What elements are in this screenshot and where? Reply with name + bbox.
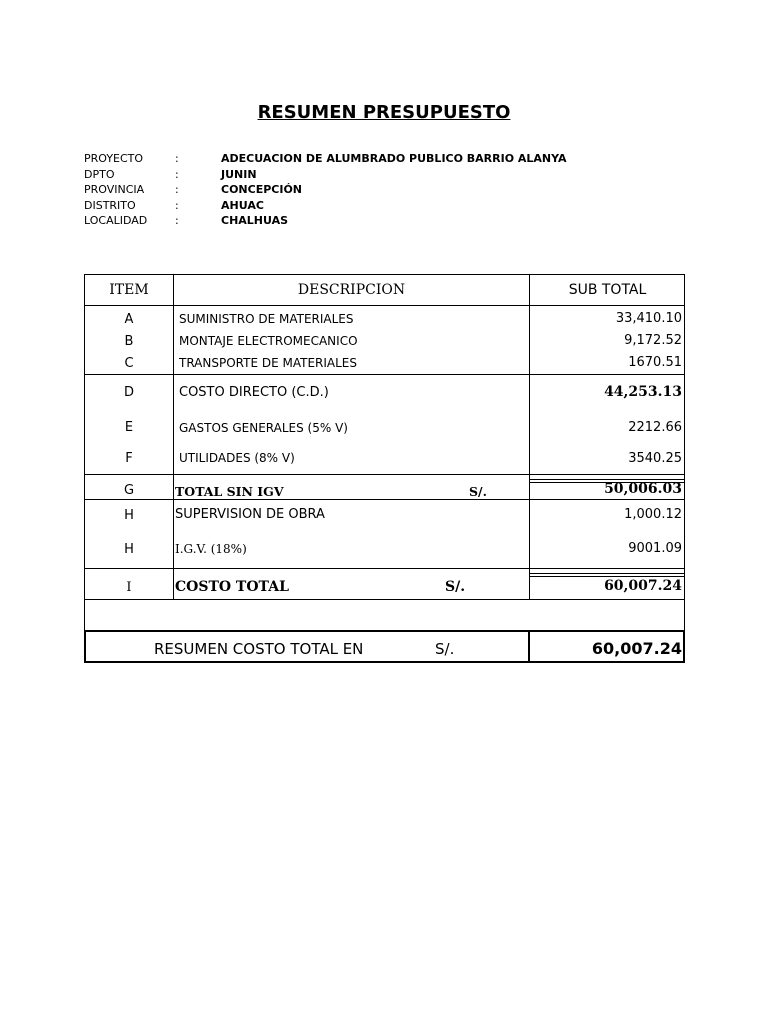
row-separator — [84, 305, 685, 306]
value-e: 2212.66 — [628, 420, 682, 435]
summary-divider — [528, 630, 530, 663]
desc-d: COSTO DIRECTO (C.D.) — [179, 385, 329, 400]
row-separator — [84, 374, 685, 375]
item-i: I — [126, 580, 132, 595]
item-f: F — [125, 451, 133, 466]
budget-table — [84, 274, 685, 664]
info-colon: : — [175, 152, 179, 165]
currency-g: S/. — [469, 484, 487, 499]
value-d: 44,253.13 — [604, 384, 682, 400]
double-underline — [529, 479, 685, 480]
column-divider-subtotal — [529, 274, 530, 599]
desc-g: TOTAL SIN IGV — [175, 484, 284, 499]
item-h-supervision: H — [124, 508, 134, 523]
value-c: 1670.51 — [628, 355, 682, 370]
summary-border-left — [84, 630, 86, 663]
row-separator — [84, 474, 685, 475]
desc-b: MONTAJE ELECTROMECANICO — [179, 334, 358, 348]
desc-e: GASTOS GENERALES (5% V) — [179, 421, 348, 435]
value-a: 33,410.10 — [615, 311, 682, 326]
info-label: PROYECTO — [84, 152, 144, 165]
info-label: PROVINCIA — [84, 183, 145, 196]
row-separator — [84, 599, 685, 600]
info-colon: : — [175, 167, 179, 181]
row-separator — [84, 499, 685, 500]
header-item: ITEM — [109, 282, 149, 298]
row-separator — [84, 568, 685, 569]
item-h-igv: H — [124, 542, 134, 557]
double-underline — [529, 573, 685, 574]
summary-value: 60,007.24 — [591, 639, 682, 658]
summary-currency: S/. — [435, 640, 455, 658]
summary-border-bottom — [84, 661, 685, 663]
info-label: LOCALIDAD — [84, 214, 148, 227]
item-b: B — [124, 334, 134, 349]
info-value: AHUAC — [221, 198, 264, 212]
item-c: C — [124, 356, 134, 371]
info-label: DPTO — [84, 167, 115, 181]
desc-c: TRANSPORTE DE MATERIALES — [179, 356, 358, 370]
header-descripcion: DESCRIPCION — [297, 282, 406, 298]
value-i: 60,007.24 — [604, 578, 682, 594]
item-g: G — [123, 483, 135, 498]
value-h-igv: 9001.09 — [628, 541, 682, 556]
summary-border-right — [683, 630, 685, 663]
value-g: 50,006.03 — [604, 481, 682, 497]
page-title: RESUMEN PRESUPUESTO — [257, 102, 511, 123]
info-colon: : — [175, 198, 179, 212]
summary-border-top — [84, 630, 685, 632]
table-border-top — [84, 274, 685, 275]
info-colon: : — [175, 183, 179, 196]
item-d: D — [123, 385, 134, 400]
desc-h-supervision: SUPERVISION DE OBRA — [175, 507, 325, 522]
info-value: CHALHUAS — [221, 214, 289, 227]
value-f: 3540.25 — [628, 451, 682, 466]
table-border-right — [684, 274, 685, 631]
desc-i: COSTO TOTAL — [175, 579, 289, 595]
value-b: 9,172.52 — [624, 333, 682, 348]
summary-label: RESUMEN COSTO TOTAL EN — [154, 640, 364, 658]
double-underline — [529, 576, 685, 577]
desc-a: SUMINISTRO DE MATERIALES — [179, 312, 354, 326]
info-label: DISTRITO — [84, 198, 136, 212]
desc-f: UTILIDADES (8% V) — [179, 451, 295, 465]
value-h-supervision: 1,000.12 — [624, 507, 682, 522]
info-colon: : — [175, 214, 179, 227]
item-a: A — [124, 312, 134, 327]
info-value: CONCEPCIÓN — [221, 183, 303, 196]
desc-h-igv: I.G.V. (18%) — [175, 542, 247, 556]
currency-i: S/. — [445, 579, 466, 595]
header-subtotal: SUB TOTAL — [568, 282, 647, 298]
item-e: E — [124, 420, 134, 435]
info-value: ADECUACION DE ALUMBRADO PUBLICO BARRIO ALANYA — [221, 152, 567, 165]
info-value: JUNIN — [221, 167, 257, 181]
